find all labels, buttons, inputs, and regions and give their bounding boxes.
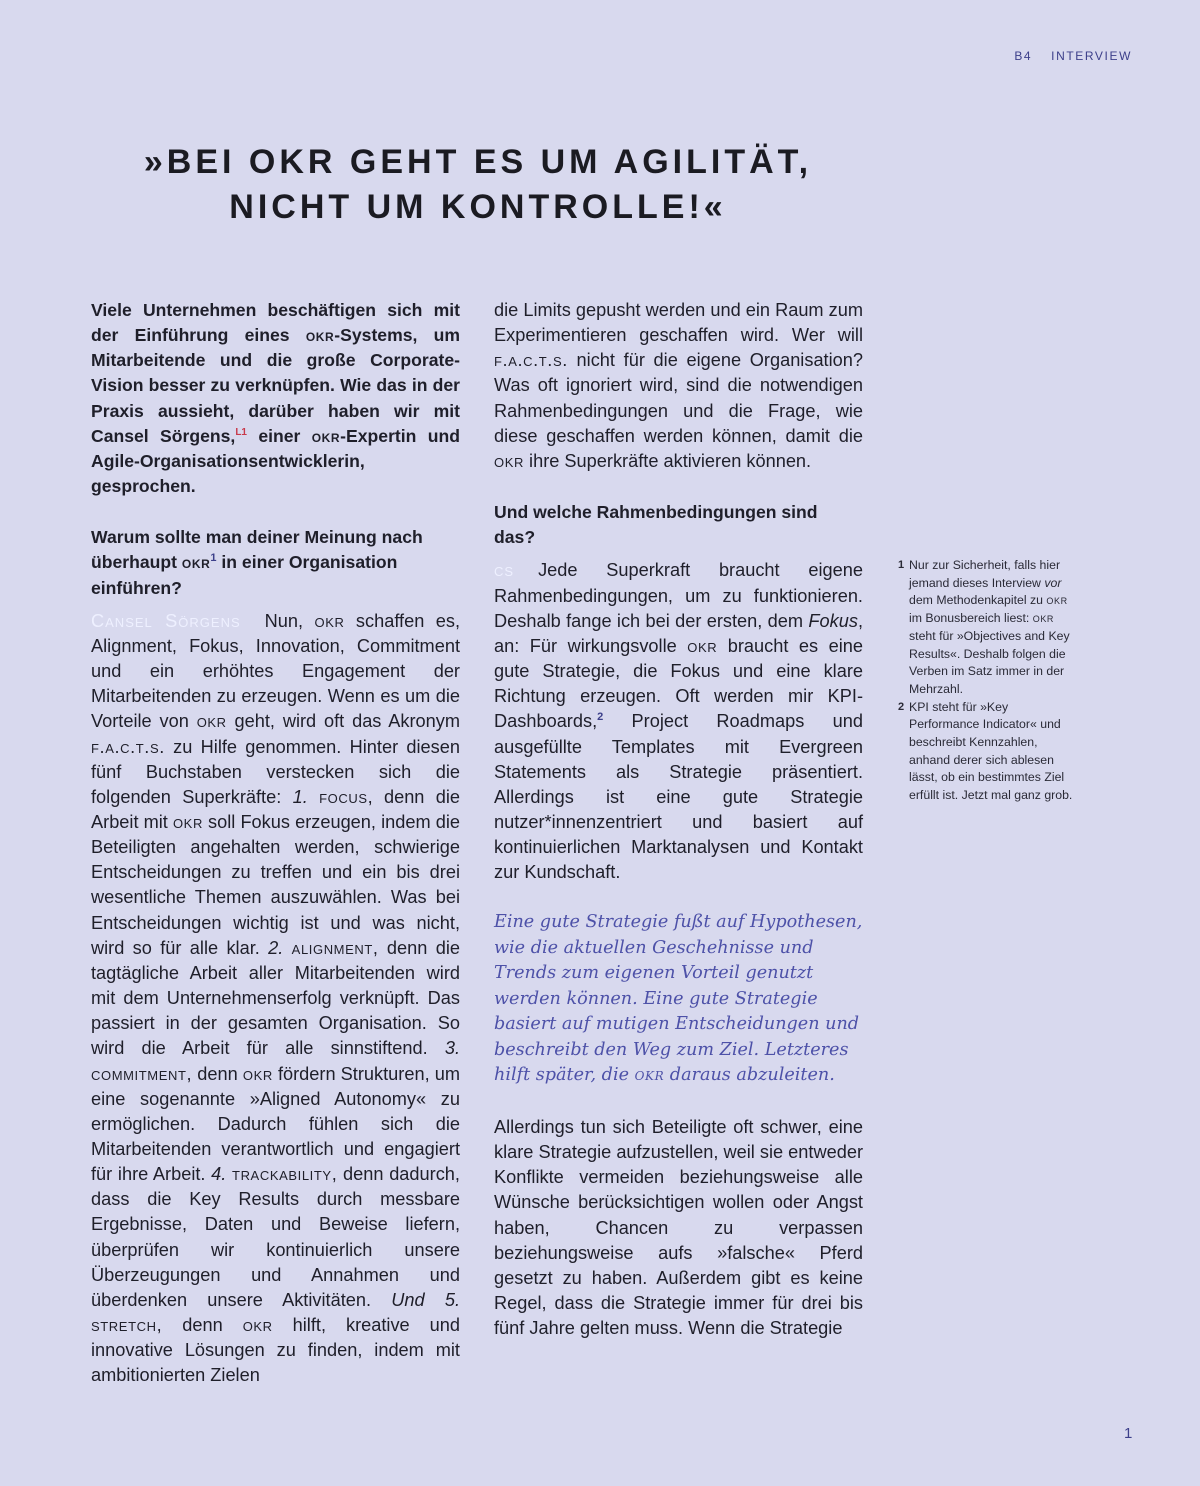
page-title [90, 140, 866, 230]
speaker-label-short: cs [494, 560, 515, 581]
footnote-marker-2: 2 [597, 711, 604, 724]
right-column [494, 298, 863, 1341]
footnote-2 [898, 699, 1078, 805]
footnote-number: 1 [898, 559, 905, 571]
footnote-text: Nur zur Sicherheit, falls hier jemand dieses Interview vor dem Methodenkapitel zu okr im Bonusbereich liest: okr steht für »Objectives and Key Results«. Deshalb folgen die Verben im Satz immer in der Mehrzahl. [909, 558, 1070, 696]
question-1: Warum sollte man deiner Meinung nach überhaupt okr$^1$ in einer Organisation einführen? [91, 527, 423, 598]
footnotes [898, 557, 1078, 805]
intro-paragraph: Viele Unternehmen beschäftigen sich mit der Einführung eines okr-Systems, um Mitarbeitende und die große Corporate-Vision besser zu verknüpfen. Wie das in der Praxis aussieht, darüber haben wir mit Cansel Sörgens,$^{L1}$ einer okr-Expertin und Agile-Organisationsentwicklerin, gesprochen. [91, 300, 461, 497]
footnote-text: KPI steht für »Key Performance Indicator« und beschreibt Kennzahlen, anhand derer sich ablesen lässt, ob ein bestimmtes Ziel erfüllt ist. Jetzt mal ganz grob. [909, 699, 1073, 803]
footnote-1 [898, 557, 1078, 699]
question-2: Und welche Rahmenbedingungen sind das? [494, 502, 818, 548]
footnote-marker-1: 1 [210, 552, 217, 565]
reference-marker: L1 [235, 426, 247, 438]
answer-1: Cansel Sörgens Nun, okr schaffen es, Alignment, Fokus, Innovation, Commitment und ein erhöhtes Engagement der Mitarbeitenden zu erzeugen. Wenn es um die Vorteile von okr geht, wird oft das Akronym f.a.c.t.s. zu Hilfe genommen. Hinter diesen fünf Buchstaben verstecken sich die folgenden Superkräfte: 1. focus, denn die Arbeit mit okr soll Fokus erzeugen, indem die Beteiligten angehalten werden, schwierige Entscheidungen zu treffen und ein bis drei wesentliche Themen auszuwählen. Was bei Entscheidungen wichtig ist und was nicht, wird so für alle klar. 2. alignment, denn die tagtägliche Arbeit aller Mitarbeitenden wird mit dem Unternehmenserfolg verknüpft. Das passiert in der gesamten Organisation. So wird die Arbeit für alle sinnstiftend. 3. commitment, denn okr fördern Strukturen, um eine sogenannte »Aligned Autonomy« zu ermöglichen. Dadurch fühlen sich die Mitarbeitenden verantwortlich und engagiert für ihre Arbeit. 4. trackability, denn dadurch, dass die Key Results durch messbare Ergebnisse, Daten und Beweise liefern, überprüfen wir kontinuierlich unsere Überzeugungen und Annahmen und überdenken unsere Aktivitäten. Und 5. stretch, denn okr hilft, kreative und innovative Lösungen zu finden, indem mit ambitionierten Zielen [91, 610, 461, 1386]
title-line-2: NICHT UM KONTROLLE!« [229, 188, 727, 226]
speaker-label: Cansel Sörgens [91, 610, 241, 631]
section-label: INTERVIEW [1051, 49, 1132, 63]
left-column [91, 298, 460, 1389]
pull-quote: Eine gute Strategie fußt auf Hypothesen, wie die aktuellen Geschehnisse und Trends zum eigenen Vorteil genutzt werden können. Eine gute Strategie basiert auf mutigen Entscheidungen und beschreibt den Weg zum Ziel. Letzteres hilft später, die okr daraus abzuleiten. [494, 912, 863, 1086]
section-code: B4 [1014, 49, 1033, 63]
answer-2: cs Jede Superkraft braucht eigene Rahmenbedingungen, um zu funktionieren. Deshalb fange ich bei der ersten, dem Fokus, an: Für wirkungsvolle okr braucht es eine gute Strategie, die Fokus und eine klare Richtung erzeugen. Oft werden mir KPI-Dashboards,$^2$ Project Roadmaps und ausgefüllte Templates mit Evergreen Statements als Strategie präsentiert. Allerdings ist eine gute Strategie nutzer*innenzentriert und basiert auf kontinuierlichen Marktanalysen und Kontakt zur Kundschaft. [494, 560, 863, 883]
title-line-1: »BEI OKR GEHT ES UM AGILITÄT, [143, 143, 813, 181]
footnote-number: 2 [898, 700, 905, 713]
section-header [1000, 49, 1132, 63]
page-number: 1 [1124, 1425, 1133, 1442]
paragraph-3: Allerdings tun sich Beteiligte oft schwer, eine klare Strategie aufzustellen, weil sie entweder Konflikte vermeiden beziehungsweise alle Wünsche berücksichtigen wollen oder Angst haben, Chancen zu verpassen beziehungsweise aufs »falsche« Pferd gesetzt zu haben. Außerdem gibt es keine Regel, dass die Strategie immer für drei bis fünf Jahre gelten muss. Wenn die Strategie [494, 1116, 863, 1339]
continued-paragraph: die Limits gepusht werden und ein Raum zum Experimentieren geschaffen wird. Wer will f.a.c.t.s. nicht für die eigene Organisation? Was oft ignoriert wird, sind die notwendigen Rahmenbedingungen und die Frage, wie diese geschaffen werden können, damit die okr ihre Superkräfte aktivieren können. [494, 300, 863, 471]
